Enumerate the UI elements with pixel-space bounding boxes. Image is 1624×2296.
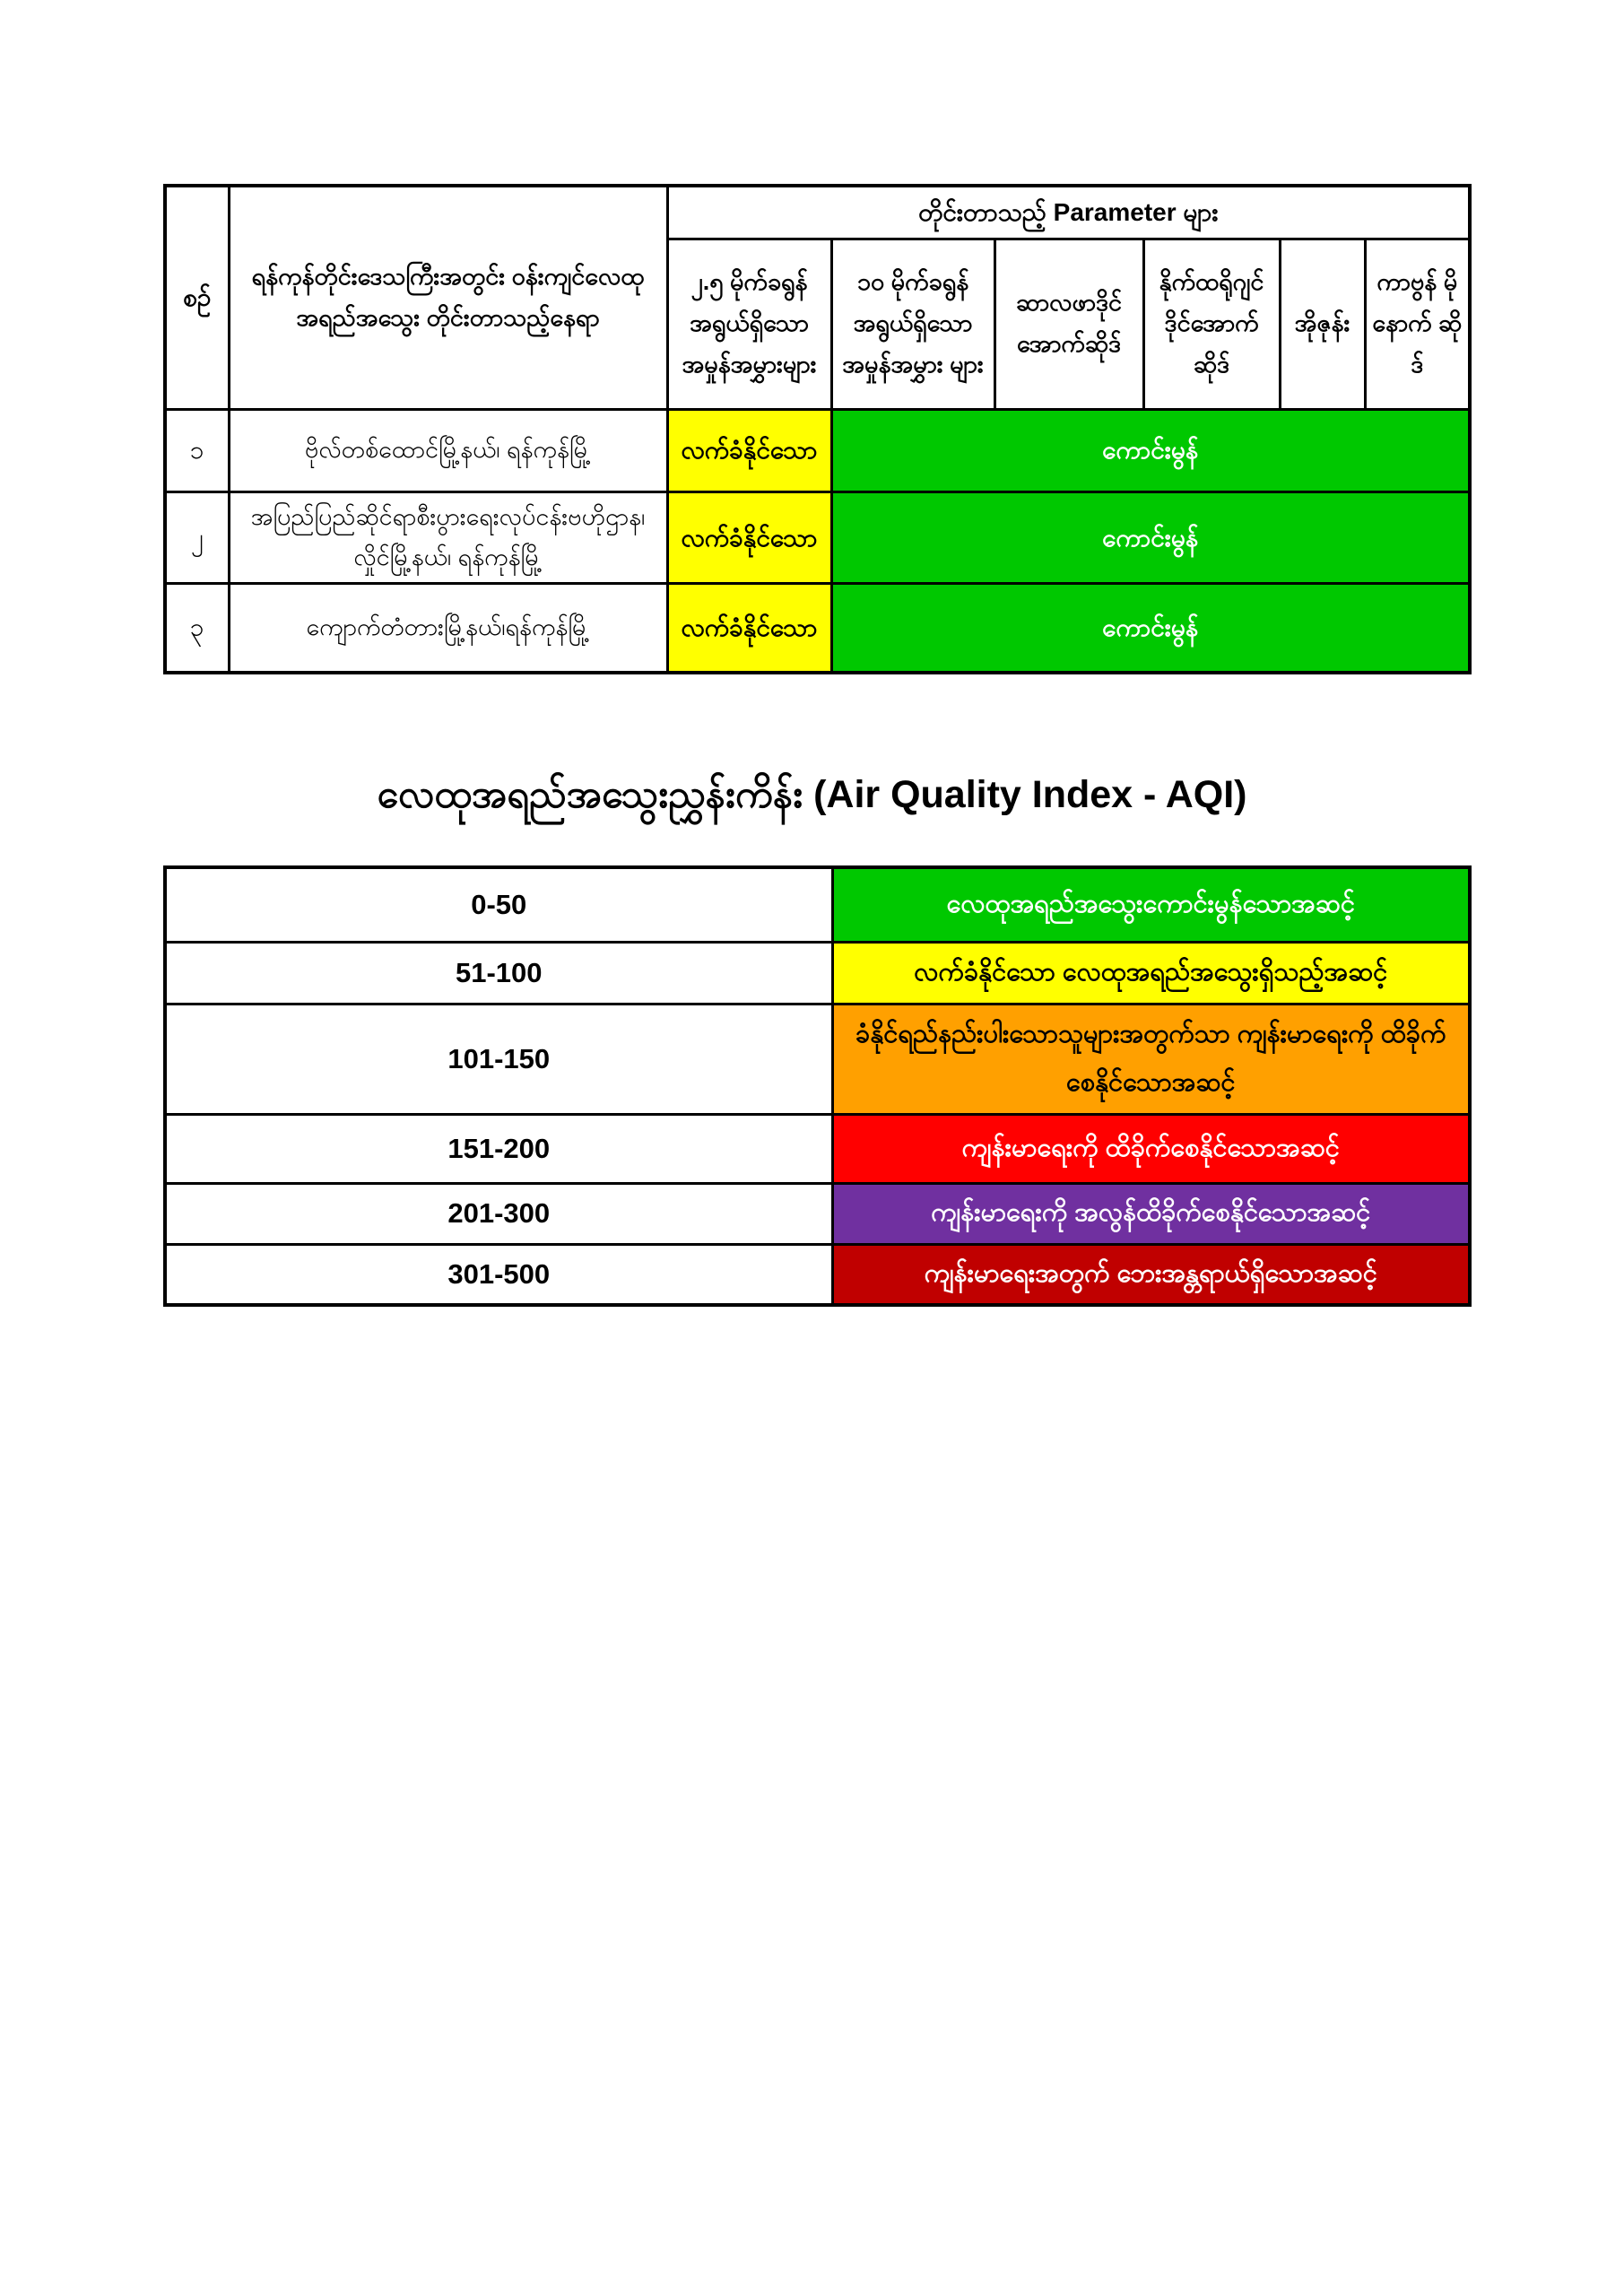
- aqi-range-cell: 101-150: [165, 1004, 832, 1114]
- table-row: [165, 1183, 1470, 1244]
- table-row: [165, 867, 1470, 942]
- aqi-range-cell: 301-500: [165, 1244, 832, 1305]
- table-row: [165, 1244, 1470, 1305]
- other-params-status-cell: ကောင်းမွန်: [831, 584, 1470, 673]
- location-header-cell: ရန်ကုန်တိုင်းဒေသကြီးအတွင်း ဝန်းကျင်လေထု အရည်အသွေး တိုင်းတာသည့်နေရာ: [229, 186, 667, 409]
- row-serial-cell: ၁: [165, 409, 229, 491]
- parameter-header-pm25: ၂.၅ မိုက်ခရွန် အရွယ်ရှိသော အမှုန်အမွှားများ: [667, 239, 831, 409]
- table-row: [165, 409, 1470, 491]
- table-row: [165, 942, 1470, 1004]
- aqi-table: [163, 865, 1472, 1307]
- serial-header-cell: စဉ်: [165, 186, 229, 409]
- row-serial-cell: ၂: [165, 491, 229, 584]
- aqi-range-cell: 201-300: [165, 1183, 832, 1244]
- aqi-description-cell: လက်ခံနိုင်သော လေထုအရည်အသွေးရှိသည့်အဆင့်: [832, 942, 1470, 1004]
- row-serial-cell: ၃: [165, 584, 229, 673]
- parameter-group-header-cell: တိုင်းတာသည့် Parameter များ: [667, 186, 1470, 239]
- row-location-cell: အပြည်ပြည်ဆိုင်ရာစီးပွားရေးလုပ်ငန်းဗဟိုဌာန၊ လှိုင်မြို့နယ်၊ ရန်ကုန်မြို့: [229, 491, 667, 584]
- table-row: [165, 584, 1470, 673]
- parameter-header-pm10: ၁၀ မိုက်ခရွန် အရွယ်ရှိသော အမှုန်အမွှား များ: [831, 239, 994, 409]
- aqi-range-cell: 151-200: [165, 1114, 832, 1183]
- table-row: [165, 1114, 1470, 1183]
- aqi-range-cell: 0-50: [165, 867, 832, 942]
- monitoring-table: [163, 184, 1472, 674]
- pm25-status-cell: လက်ခံနိုင်သော: [667, 491, 831, 584]
- parameter-header-so2: ဆာလဖာဒိုင် အောက်ဆိုဒ်: [994, 239, 1143, 409]
- other-params-status-cell: ကောင်းမွန်: [831, 491, 1470, 584]
- other-params-status-cell: ကောင်းမွန်: [831, 409, 1470, 491]
- row-location-cell: ကျောက်တံတားမြို့နယ်၊ရန်ကုန်မြို့: [229, 584, 667, 673]
- aqi-range-cell: 51-100: [165, 942, 832, 1004]
- aqi-description-cell: လေထုအရည်အသွေးကောင်းမွန်သောအဆင့်: [832, 867, 1470, 942]
- aqi-description-cell: ကျန်းမာရေးအတွက် ဘေးအန္တရာယ်ရှိသောအဆင့်: [832, 1244, 1470, 1305]
- aqi-description-cell: ကျန်းမာရေးကို ထိခိုက်စေနိုင်သောအဆင့်: [832, 1114, 1470, 1183]
- parameter-header-ozone: အိုဇုန်း: [1280, 239, 1365, 409]
- pm25-status-cell: လက်ခံနိုင်သော: [667, 409, 831, 491]
- table-row: [165, 1004, 1470, 1114]
- aqi-description-cell: ကျန်းမာရေးကို အလွန်ထိခိုက်စေနိုင်သောအဆင့်: [832, 1183, 1470, 1244]
- parameter-header-no2: နိုက်ထရိုဂျင် ဒိုင်အောက် ဆိုဒ်: [1143, 239, 1280, 409]
- table-row: [165, 491, 1470, 584]
- aqi-section-title: လေထုအရည်အသွေးညွှန်းကိန်း (Air Quality Index - AQI): [377, 773, 1247, 816]
- row-location-cell: ဗိုလ်တစ်ထောင်မြို့နယ်၊ ရန်ကုန်မြို့: [229, 409, 667, 491]
- aqi-description-cell: ခံနိုင်ရည်နည်းပါးသောသူများအတွက်သာ ကျန်းမာရေးကို ထိခိုက်စေနိုင်သောအဆင့်: [832, 1004, 1470, 1114]
- parameter-header-co: ကာဗွန် မိုနောက် ဆိုဒ်: [1365, 239, 1470, 409]
- pm25-status-cell: လက်ခံနိုင်သော: [667, 584, 831, 673]
